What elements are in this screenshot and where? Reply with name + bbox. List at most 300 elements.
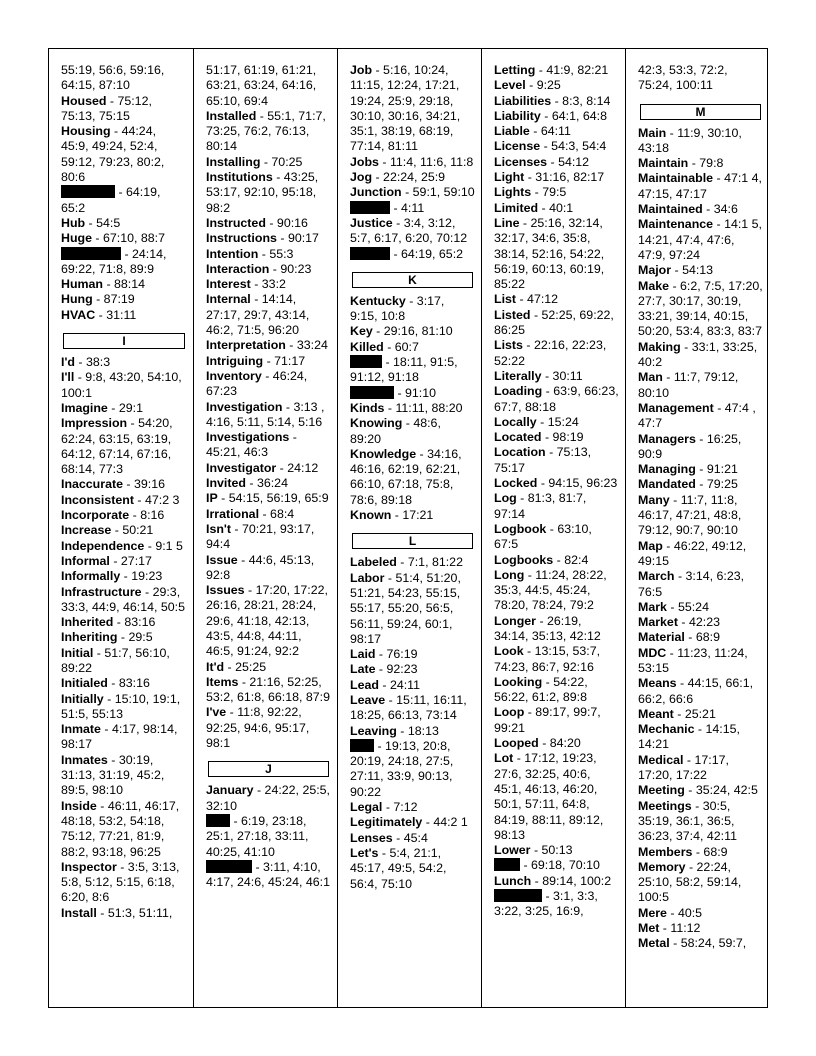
- index-entry: Incorporate - 8:16: [61, 508, 165, 523]
- index-entry: Invited - 36:24: [206, 476, 288, 491]
- index-term: Housing: [61, 124, 111, 139]
- page-line-references: 75:12, 75:13, 75:15: [61, 93, 152, 123]
- index-term: Inmates: [61, 752, 108, 767]
- page-line-references: 51:17, 61:19, 61:21, 63:21, 63:24, 64:16, 65:10, 69:4: [206, 63, 317, 108]
- page-line-references: 91:21: [706, 462, 738, 477]
- index-term: Material: [638, 630, 685, 645]
- index-term: Inmate: [61, 722, 101, 737]
- index-entry: Jobs - 11:4, 11:6, 11:8: [350, 154, 474, 169]
- index-entry: Management - 47:4 , 47:7: [638, 400, 756, 431]
- index-term: Intention: [206, 246, 259, 261]
- index-entry: Market - 42:23: [638, 615, 720, 630]
- index-term: Leave: [350, 692, 386, 707]
- index-term: Locked: [494, 476, 538, 491]
- index-entry: Kinds - 11:11, 88:20: [350, 400, 463, 415]
- index-term: Knowing: [350, 416, 403, 431]
- index-entry: Letting - 41:9, 82:21: [494, 63, 609, 77]
- index-term: Letting: [494, 63, 536, 77]
- page-line-references: 27:17: [120, 553, 152, 568]
- index-entry: Installing - 70:25: [206, 154, 303, 169]
- index-term: Laid: [350, 647, 376, 662]
- index-entry: Install - 51:3, 51:11,: [61, 905, 173, 920]
- index-entry: Irrational - 68:4: [206, 506, 295, 521]
- page-line-references: 64:19, 65:2: [61, 185, 161, 215]
- page-line-references: 17:12, 19:23, 27:6, 32:25, 40:6, 45:1, 46:13, 46:20, 50:1, 57:11, 64:8, 84:19, 88:11, 89:12, 98:13: [494, 751, 604, 842]
- page-line-references: 47:1 4, 47:15, 47:17: [638, 171, 762, 201]
- index-entry: Long - 11:24, 28:22, 35:3, 44:5, 45:24, 78:20, 78:24, 79:2: [494, 567, 607, 613]
- page-line-references: 94:15, 96:23: [548, 476, 618, 491]
- page-line-references: 34:6: [713, 202, 738, 217]
- index-entry: Mandated - 79:25: [638, 477, 738, 492]
- index-entry: Managing - 91:21: [638, 462, 738, 477]
- index-entry: Impression - 54:20, 62:24, 63:15, 63:19, 64:12, 67:14, 67:16, 68:14, 77:3: [61, 416, 173, 477]
- page-line-references: 64:19, 65:2: [401, 246, 464, 261]
- index-term: Looking: [494, 674, 543, 689]
- page-line-references: 68:4: [270, 506, 295, 521]
- index-entry: - 64:19, 65:2: [61, 185, 161, 215]
- redaction-block: [494, 858, 520, 871]
- index-entry: Inherited - 83:16: [61, 615, 156, 630]
- page-line-references: 79:25: [706, 477, 738, 492]
- page-line-references: 3:13 , 4:16, 5:11, 5:14, 5:16: [206, 399, 325, 429]
- index-entry: January - 24:22, 25:5, 32:10: [206, 783, 330, 813]
- index-entry: Initially - 15:10, 19:1, 51:5, 55:13: [61, 691, 181, 721]
- index-term: Initial: [61, 645, 94, 660]
- index-entry: Mechanic - 14:15, 14:21: [638, 722, 740, 752]
- page-line-references: 22:24, 25:10, 58:2, 59:14, 100:5: [638, 859, 742, 905]
- index-entry: Meeting - 35:24, 42:5: [638, 783, 758, 798]
- index-term: Literally: [494, 368, 542, 383]
- index-term: Known: [350, 508, 392, 523]
- index-term: Liable: [494, 124, 530, 139]
- index-term: Hung: [61, 292, 93, 307]
- page-line-references: 60:7: [394, 339, 419, 354]
- index-entry: Medical - 17:17, 17:20, 17:22: [638, 752, 729, 783]
- index-term: Market: [638, 615, 678, 630]
- page-line-references: 29:16, 81:10: [383, 324, 453, 339]
- page-line-references: 50:13: [541, 843, 573, 858]
- index-term: Installed: [206, 108, 257, 123]
- index-entry: Lunch - 89:14, 100:2: [494, 873, 612, 888]
- index-entry: Many - 11:7, 11:8, 46:17, 47:21, 48:8, 79:12, 90:7, 90:10: [638, 492, 742, 538]
- index-entry: IP - 54:15, 56:19, 65:9: [206, 491, 329, 506]
- index-entry: Housing - 44:24, 45:9, 49:24, 52:4, 59:12, 79:23, 80:2, 80:6: [61, 124, 165, 185]
- redaction-block: [61, 247, 121, 260]
- index-column-4: [481, 49, 625, 1007]
- index-entry: Locally - 15:24: [494, 414, 579, 429]
- page-line-references: 9:8, 43:20, 54:10, 100:1: [61, 370, 182, 400]
- page-line-references: 19:23: [131, 569, 163, 584]
- index-term: HVAC: [61, 307, 96, 322]
- index-entry: Labor - 51:4, 51:20, 51:21, 54:23, 55:15, 55:17, 55:20, 56:5, 56:11, 59:24, 60:1, 98:17: [350, 570, 461, 646]
- page-line-references: 54:13: [682, 263, 714, 278]
- page-line-references: 14:14, 27:17, 29:7, 43:14, 46:2, 71:5, 96:20: [206, 292, 310, 338]
- index-term: Institutions: [206, 170, 273, 185]
- index-term: Investigations: [206, 430, 290, 445]
- index-term: Lead: [350, 677, 379, 692]
- page-line-references: 40:5: [677, 905, 703, 920]
- index-term: Mark: [638, 599, 667, 614]
- page-line-references: 33:2: [261, 277, 286, 292]
- index-entry: License - 54:3, 54:4: [494, 139, 607, 154]
- index-entry: Inside - 46:11, 46:17, 48:18, 53:2, 54:18, 75:12, 77:21, 81:9, 88:2, 93:18, 96:25: [61, 798, 180, 859]
- page-line-references: 55:19, 56:6, 59:16, 64:15, 87:10: [61, 63, 165, 93]
- index-term: Managers: [638, 431, 696, 446]
- index-term: Killed: [350, 339, 384, 354]
- index-entry: Knowing - 48:6, 89:20: [350, 416, 441, 446]
- index-term: Interaction: [206, 261, 270, 276]
- index-entry: - 64:19, 65:2: [350, 247, 475, 262]
- index-term: Log: [494, 491, 517, 506]
- index-term: Issues: [206, 583, 245, 598]
- index-term: Kentucky: [350, 293, 406, 308]
- page-line-references: 34:16, 46:16, 62:19, 62:21, 66:10, 67:18, 75:8, 78:6, 89:18: [350, 446, 462, 507]
- page-line-references: 3:17, 9:15, 10:8: [350, 293, 445, 324]
- page-line-references: 51:4, 51:20, 51:21, 54:23, 55:15, 55:17, 55:20, 56:5, 56:11, 59:24, 60:1, 98:17: [350, 570, 461, 646]
- page-line-references: 90:16: [276, 215, 308, 230]
- index-term: Hub: [61, 215, 86, 230]
- index-entry: Legal - 7:12: [350, 800, 418, 815]
- index-term: I'd: [61, 355, 75, 370]
- index-entry: Imagine - 29:1: [61, 400, 143, 415]
- index-entry: [206, 63, 331, 109]
- index-term: Intriguing: [206, 353, 264, 368]
- index-term: Interpretation: [206, 338, 286, 353]
- page-line-references: 25:25: [235, 659, 267, 674]
- page-line-references: 47:12: [527, 292, 559, 307]
- index-entry: Informally - 19:23: [61, 569, 163, 584]
- index-entry: Initial - 51:7, 56:10, 89:22: [61, 645, 170, 675]
- page-line-references: 40:1: [549, 200, 574, 215]
- index-entry: [638, 63, 763, 94]
- index-entry: - 6:19, 23:18, 25:1, 27:18, 33:11, 40:25, 41:10: [206, 813, 309, 859]
- index-term: Locally: [494, 414, 537, 429]
- index-term: Jog: [350, 170, 373, 185]
- index-entry: Interest - 33:2: [206, 277, 286, 292]
- index-entry: Leaving - 18:13: [350, 723, 439, 738]
- index-entry: I'll - 9:8, 43:20, 54:10, 100:1: [61, 370, 182, 400]
- index-term: Investigator: [206, 460, 277, 475]
- index-entry: - 69:18, 70:10: [494, 858, 619, 873]
- index-entry: Maintainable - 47:1 4, 47:15, 47:17: [638, 171, 762, 201]
- page-line-references: 71:17: [274, 353, 306, 368]
- index-term: Impression: [61, 416, 128, 431]
- index-entry: Killed - 60:7: [350, 339, 419, 354]
- index-column-5: [625, 49, 769, 1007]
- index-term: Meeting: [638, 783, 685, 798]
- index-entry: Literally - 30:11: [494, 368, 583, 383]
- index-term: Metal: [638, 936, 670, 951]
- index-term: Interest: [206, 277, 251, 292]
- index-entry: MDC - 11:23, 11:24, 53:15: [638, 645, 748, 675]
- index-entry: Liability - 64:1, 64:8: [494, 108, 607, 123]
- index-term: MDC: [638, 645, 667, 660]
- page-line-references: 46:11, 46:17, 48:18, 53:2, 54:18, 75:12, 77:21, 81:9, 88:2, 93:18, 96:25: [61, 798, 180, 859]
- page-line-references: 44:6, 45:13, 92:8: [206, 552, 315, 582]
- page-line-references: 6:2, 7:5, 17:20, 27:7, 30:17, 30:19, 33:21, 39:14, 40:15, 50:20, 53:4, 83:3, 83:7: [638, 278, 763, 339]
- index-term: Instructions: [206, 231, 277, 246]
- index-term: Lenses: [350, 830, 393, 845]
- index-term: Maintained: [638, 202, 703, 217]
- index-entry: Investigator - 24:12: [206, 460, 319, 475]
- page-line-references: 21:16, 52:25, 53:2, 61:8, 66:18, 87:9: [206, 674, 331, 705]
- index-entry: Increase - 50:21: [61, 523, 154, 538]
- index-entry: Inconsistent - 47:2 3: [61, 492, 180, 507]
- index-term: Longer: [494, 613, 536, 628]
- index-term: Legal: [350, 800, 383, 815]
- letter-section-header: J: [208, 761, 329, 777]
- index-term: Location: [494, 445, 546, 460]
- redaction-block: [61, 185, 115, 198]
- index-entry: Level - 9:25: [494, 78, 561, 93]
- index-entry: Investigations - 45:21, 46:3: [206, 430, 297, 460]
- page-line-references: 14:15, 14:21: [638, 722, 740, 752]
- page-line-references: 44:24, 45:9, 49:24, 52:4, 59:12, 79:23, 80:2, 80:6: [61, 124, 165, 185]
- index-entry: Jog - 22:24, 25:9: [350, 170, 446, 185]
- index-term: Jobs: [350, 154, 379, 169]
- index-term: Key: [350, 324, 373, 339]
- page-line-references: 64:11: [540, 124, 571, 139]
- page-line-references: 76:19: [386, 647, 418, 662]
- redaction-block: [350, 739, 374, 752]
- index-term: Lunch: [494, 873, 532, 888]
- index-term: Limited: [494, 200, 539, 215]
- index-entry: Meetings - 30:5, 35:19, 36:1, 36:5, 36:23, 37:4, 42:11: [638, 798, 737, 844]
- index-term: Maintain: [638, 156, 689, 171]
- page-line-references: 25:16, 32:14, 32:17, 34:6, 35:8, 38:14, 52:16, 54:22, 56:19, 60:13, 60:19, 85:22: [494, 215, 605, 292]
- page-line-references: 8:3, 8:14: [562, 93, 611, 108]
- index-entry: Map - 46:22, 49:12, 49:15: [638, 538, 747, 568]
- index-term: List: [494, 292, 517, 307]
- index-term: Items: [206, 674, 239, 689]
- page-line-references: 91:10: [405, 385, 437, 400]
- index-term: March: [638, 569, 675, 584]
- index-entry: Interaction - 90:23: [206, 261, 312, 276]
- index-entry: I've - 11:8, 92:22, 92:25, 94:6, 95:17, 98:1: [206, 705, 310, 751]
- index-term: Issue: [206, 552, 238, 567]
- index-term: Memory: [638, 859, 686, 874]
- page-line-references: 39:16: [134, 477, 166, 492]
- redaction-block: [350, 201, 390, 214]
- redaction-block: [494, 889, 542, 902]
- index-entry: Investigation - 3:13 , 4:16, 5:11, 5:14, 5:16: [206, 399, 325, 429]
- index-entry: Liable - 64:11: [494, 124, 571, 139]
- page-line-references: 18:13: [407, 723, 439, 738]
- page-line-references: 11:4, 11:6, 11:8: [389, 154, 474, 169]
- index-term: Increase: [61, 523, 112, 538]
- index-term: Logbooks: [494, 552, 554, 567]
- index-column-2: [193, 49, 337, 1007]
- index-term: Man: [638, 370, 663, 385]
- page-line-references: 42:23: [688, 615, 720, 630]
- page-line-references: 11:8, 92:22, 92:25, 94:6, 95:17, 98:1: [206, 705, 310, 751]
- index-term: Lot: [494, 751, 514, 766]
- index-term: Liabilities: [494, 93, 552, 108]
- page-line-references: 14:1 5, 14:21, 47:4, 47:6, 47:9, 97:24: [638, 217, 762, 262]
- page-line-references: 3:14, 6:23, 76:5: [638, 569, 745, 599]
- page-line-references: 45:4: [403, 830, 428, 845]
- index-entry: Locked - 94:15, 96:23: [494, 476, 618, 491]
- index-term: Housed: [61, 93, 107, 108]
- index-entry: Interpretation - 33:24: [206, 338, 328, 353]
- index-term: Invited: [206, 476, 246, 491]
- page-line-references: 79:5: [542, 185, 567, 200]
- index-entry: Huge - 67:10, 88:7: [61, 231, 166, 246]
- index-term: Imagine: [61, 400, 108, 415]
- index-term: Inventory: [206, 368, 262, 383]
- page-line-references: 83:16: [124, 615, 156, 630]
- letter-section-header: L: [352, 533, 473, 549]
- index-entry: Line - 25:16, 32:14, 32:17, 34:6, 35:8, 38:14, 52:16, 54:22, 56:19, 60:13, 60:19, 85:22: [494, 215, 605, 292]
- page-line-references: 89:14, 100:2: [542, 873, 612, 888]
- index-entry: Lower - 50:13: [494, 843, 573, 858]
- index-term: Initially: [61, 691, 104, 706]
- page-line-references: 24:14, 69:22, 71:8, 89:9: [61, 246, 167, 276]
- index-entry: Kentucky - 3:17, 9:15, 10:8: [350, 293, 445, 324]
- index-entry: Log - 81:3, 81:7, 97:14: [494, 491, 587, 521]
- index-entry: Main - 11:9, 30:10, 43:18: [638, 125, 742, 155]
- index-page-frame: [48, 48, 768, 1008]
- page-line-references: 17:21: [402, 508, 434, 523]
- index-entry: Let's - 5:4, 21:1, 45:17, 49:5, 54:2, 56:4, 75:10: [350, 845, 447, 891]
- redaction-block: [350, 386, 394, 399]
- page-line-references: 11:9, 30:10, 43:18: [638, 125, 742, 155]
- page-line-references: 19:13, 20:8, 20:19, 24:18, 27:5, 27:11, 33:9, 90:13, 90:22: [350, 738, 454, 799]
- page-line-references: 29:5: [128, 630, 153, 645]
- page-line-references: 17:20, 17:22, 26:16, 28:21, 28:24, 29:6, 41:18, 42:13, 43:5, 44:8, 44:11, 46:5, 91:24, 92:2: [206, 583, 328, 659]
- index-term: Job: [350, 63, 373, 77]
- index-term: Incorporate: [61, 508, 130, 523]
- index-term: Inconsistent: [61, 492, 134, 507]
- page-line-references: 6:19, 23:18, 25:1, 27:18, 33:11, 40:25, 41:10: [206, 813, 309, 859]
- index-term: Meant: [638, 706, 674, 721]
- index-entry: List - 47:12: [494, 292, 559, 307]
- index-term: License: [494, 139, 541, 154]
- index-term: Main: [638, 125, 667, 140]
- index-term: I'll: [61, 370, 75, 385]
- index-term: Informally: [61, 569, 121, 584]
- page-line-references: 46:24, 67:23: [206, 368, 308, 399]
- index-term: Listed: [494, 307, 531, 322]
- index-entry: Housed - 75:12, 75:13, 75:15: [61, 93, 152, 123]
- index-term: Knowledge: [350, 446, 417, 461]
- index-entry: Members - 68:9: [638, 844, 728, 859]
- page-line-references: 22:16, 22:23, 52:22: [494, 338, 607, 368]
- index-entry: Managers - 16:25, 90:9: [638, 431, 742, 461]
- page-line-references: 29:3, 33:3, 44:9, 46:14, 50:5: [61, 584, 186, 614]
- page-line-references: 43:25, 53:17, 92:10, 95:18, 98:2: [206, 170, 319, 215]
- page-line-references: 68:9: [695, 630, 720, 645]
- index-term: Junction: [350, 185, 402, 200]
- letter-section-header: I: [63, 333, 185, 349]
- index-term: Management: [638, 400, 714, 415]
- redaction-block: [350, 355, 382, 368]
- index-entry: Located - 98:19: [494, 430, 584, 445]
- index-entry: [61, 63, 187, 94]
- index-entry: Loop - 89:17, 99:7, 99:21: [494, 705, 601, 735]
- page-line-references: 13:15, 53:7, 74:23, 86:7, 92:16: [494, 644, 601, 674]
- page-line-references: 54:5: [96, 215, 121, 230]
- index-term: Make: [638, 278, 669, 293]
- index-entry: Issue - 44:6, 45:13, 92:8: [206, 552, 315, 582]
- page-line-references: 8:16: [140, 508, 165, 523]
- page-line-references: 70:21, 93:17, 94:4: [206, 521, 315, 552]
- page-line-references: 51:7, 56:10, 89:22: [61, 645, 170, 675]
- index-term: Labeled: [350, 555, 397, 570]
- page-line-references: 15:24: [547, 414, 579, 429]
- page-line-references: 24:22, 25:5, 32:10: [206, 783, 330, 813]
- index-term: Mandated: [638, 477, 696, 492]
- page-line-references: 54:12: [558, 154, 590, 169]
- index-term: Inside: [61, 798, 97, 813]
- index-term: Inaccurate: [61, 477, 123, 492]
- index-entry: Instructed - 90:16: [206, 215, 308, 230]
- page-line-references: 3:5, 3:13, 5:8, 5:12, 5:15, 6:18, 6:20, 8:6: [61, 859, 180, 905]
- page-line-references: 9:25: [536, 78, 561, 93]
- page-line-references: 41:9, 82:21: [546, 63, 609, 77]
- index-entry: - 19:13, 20:8, 20:19, 24:18, 27:5, 27:11, 33:9, 90:13, 90:22: [350, 738, 454, 799]
- index-entry: Late - 92:23: [350, 662, 418, 677]
- page-line-references: 44:15, 66:1, 66:2, 66:6: [638, 676, 754, 706]
- page-line-references: 38:3: [85, 355, 111, 370]
- redaction-block: [350, 247, 390, 260]
- index-term: Late: [350, 662, 376, 677]
- page-line-references: 54:15, 56:19, 65:9: [228, 491, 329, 506]
- page-line-references: 90:17: [287, 231, 319, 246]
- page-line-references: 63:9, 66:23, 67:7, 88:18: [494, 384, 619, 414]
- index-term: Inspector: [61, 859, 117, 874]
- index-term: Leaving: [350, 723, 397, 738]
- index-entry: Memory - 22:24, 25:10, 58:2, 59:14, 100:5: [638, 859, 742, 905]
- page-line-references: 59:1, 59:10: [412, 185, 475, 200]
- page-line-references: 55:3: [269, 246, 294, 261]
- page-line-references: 50:21: [122, 523, 154, 538]
- index-entry: Items - 21:16, 52:25, 53:2, 61:8, 66:18, 87:9: [206, 674, 331, 705]
- index-term: Kinds: [350, 400, 385, 415]
- page-line-references: 33:24: [296, 338, 328, 353]
- index-entry: Mark - 55:24: [638, 599, 709, 614]
- index-entry: Lights - 79:5: [494, 185, 567, 200]
- page-line-references: 89:17, 99:7, 99:21: [494, 705, 601, 735]
- page-line-references: 52:25, 69:22, 86:25: [494, 307, 614, 338]
- index-entry: Intriguing - 71:17: [206, 353, 306, 368]
- page-line-references: 47:2 3: [145, 492, 180, 507]
- index-entry: Hung - 87:19: [61, 292, 135, 307]
- index-term: Initialed: [61, 676, 108, 691]
- index-term: Maintenance: [638, 217, 714, 232]
- index-entry: - 4:11: [350, 201, 475, 216]
- page-line-references: 5:4, 21:1, 45:17, 49:5, 54:2, 56:4, 75:10: [350, 845, 447, 891]
- index-term: Members: [638, 844, 693, 859]
- index-entry: Lot - 17:12, 19:23, 27:6, 32:25, 40:6, 45:1, 46:13, 46:20, 50:1, 57:11, 64:8, 84:19, 88:11, 89:12, 98:13: [494, 751, 604, 842]
- page-line-references: 3:1, 3:3, 3:22, 3:25, 16:9,: [494, 889, 598, 919]
- page-line-references: 36:24: [256, 476, 288, 491]
- index-entry: - 18:11, 91:5, 91:12, 91:18: [350, 355, 458, 385]
- page-line-references: 30:5, 35:19, 36:1, 36:5, 36:23, 37:4, 42:11: [638, 798, 737, 844]
- page-line-references: 31:11: [106, 307, 137, 322]
- page-line-references: 25:21: [684, 706, 716, 721]
- index-entry: Maintain - 79:8: [638, 156, 724, 171]
- index-term: Isn't: [206, 521, 231, 536]
- index-entry: HVAC - 31:11: [61, 307, 137, 322]
- index-entry: - 91:10: [350, 386, 475, 401]
- index-term: Map: [638, 538, 663, 553]
- page-line-references: 88:14: [114, 277, 146, 292]
- index-entry: Infrastructure - 29:3, 33:3, 44:9, 46:14, 50:5: [61, 584, 186, 614]
- index-entry: I'd - 38:3: [61, 355, 111, 370]
- index-term: Inherited: [61, 615, 114, 630]
- page-line-references: 44:2 1: [433, 815, 468, 830]
